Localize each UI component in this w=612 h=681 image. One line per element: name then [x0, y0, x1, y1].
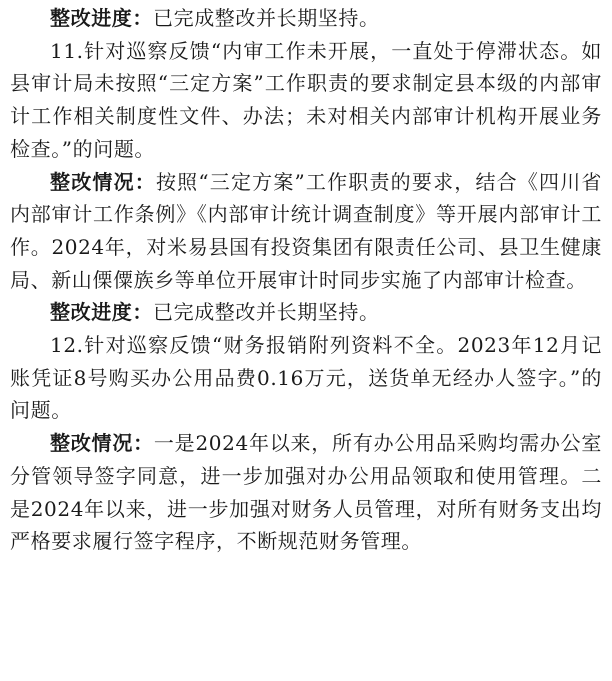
rectification-status-text: 一是2024年以来，所有办公用品采购均需办公室分管领导签字同意，进一步加强对办公用品领取和使用管理。二是2024年以来，进一步加强对财务人员管理，对所有财务支出均严格要求履行签字程序，不断规范财务管理。	[10, 431, 603, 554]
rectification-status-text: 按照“三定方案”工作职责的要求，结合《四川省内部审计工作条例》《内部审计统计调查制度》等开展内部审计工作。2024年，对米易县国有投资集团有限责任公司、县卫生健康局、新山傈僳族乡等单位开展审计时同步实施了内部审计检查。	[10, 169, 602, 292]
inspection-feedback-item-11	[10, 35, 602, 166]
inspection-feedback-item-12	[10, 329, 602, 427]
rectification-status-paragraph-1	[10, 166, 602, 297]
rectification-status-label: 整改情况：	[50, 169, 156, 194]
rectification-progress-label: 整改进度：	[50, 300, 153, 325]
rectification-progress-text: 已完成整改并长期坚持。	[153, 300, 380, 325]
rectification-status-paragraph-2	[10, 427, 602, 558]
rectification-progress-text: 已完成整改并长期坚持。	[153, 6, 380, 30]
rectification-progress-paragraph-1	[10, 2, 602, 35]
rectification-status-label: 整改情况：	[50, 431, 154, 456]
feedback-item-12-text: 12.针对巡察反馈“财务报销附列资料不全。2023年12月记账凭证8号购买办公用品费0.16万元，送货单无经办人签字。”的问题。	[10, 333, 602, 423]
rectification-progress-paragraph-2	[10, 296, 602, 329]
rectification-progress-label: 整改进度：	[50, 6, 153, 30]
document-page	[10, 0, 602, 558]
feedback-item-11-text: 11.针对巡察反馈“内审工作未开展，一直处于停滞状态。如县审计局未按照“三定方案”工作职责的要求制定县本级的内部审计工作相关制度性文件、办法；未对相关内部审计机构开展业务检查。”的问题。	[10, 38, 602, 161]
